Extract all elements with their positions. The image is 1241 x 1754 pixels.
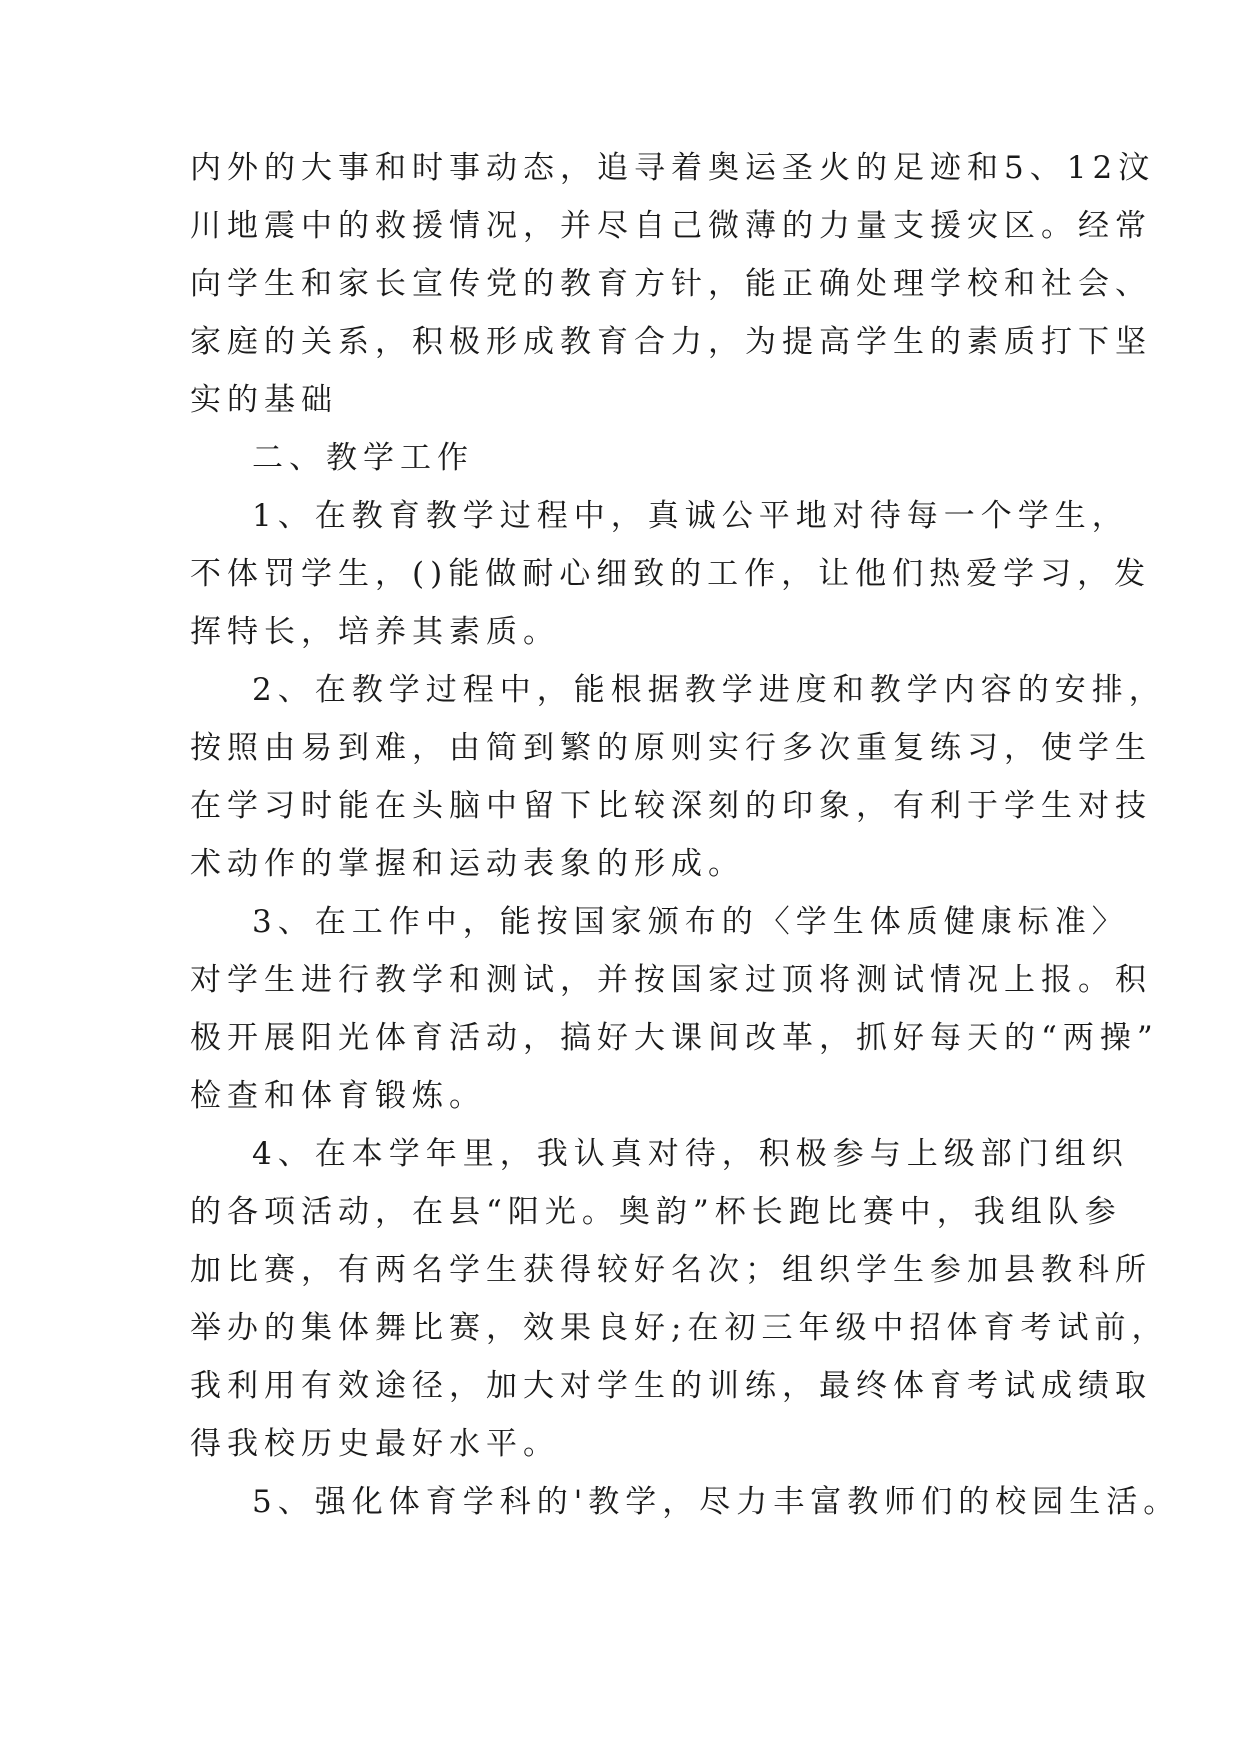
text-line: 不体罚学生，()能做耐心细致的工作，让他们热爱学习，发	[190, 556, 1152, 592]
text-line: 我利用有效途径，加大对学生的训练，最终体育考试成绩取	[190, 1368, 1152, 1404]
text-line: 加比赛，有两名学生获得较好名次；组织学生参加县教科所	[190, 1252, 1152, 1288]
text-line: 术动作的掌握和运动表象的形成。	[190, 846, 745, 882]
text-line: 实的基础	[190, 382, 338, 418]
text-line: 3、在工作中，能按国家颁布的〈学生体质健康标准〉	[252, 904, 1129, 940]
text-line: 极开展阳光体育活动，搞好大课间改革，抓好每天的“两操”	[190, 1020, 1159, 1056]
text-line: 举办的集体舞比赛，效果良好;在初三年级中招体育考试前，	[190, 1310, 1169, 1346]
text-line: 得我校历史最好水平。	[190, 1426, 560, 1462]
text-line: 内外的大事和时事动态，追寻着奥运圣火的足迹和5、12汶	[190, 150, 1156, 186]
text-line: 对学生进行教学和测试，并按国家过顶将测试情况上报。积	[190, 962, 1152, 998]
text-line: 4、在本学年里，我认真对待，积极参与上级部门组织	[252, 1136, 1129, 1172]
text-line: 按照由易到难，由简到繁的原则实行多次重复练习，使学生	[190, 730, 1152, 766]
text-line: 的各项活动，在县“阳光。奥韵”杯长跑比赛中，我组队参	[190, 1194, 1122, 1230]
text-line: 川地震中的救援情况，并尽自己微薄的力量支援灾区。经常	[190, 208, 1152, 244]
section-heading: 二、教学工作	[252, 440, 474, 476]
text-line: 向学生和家长宣传党的教育方针，能正确处理学校和社会、	[190, 266, 1152, 302]
text-line: 5、强化体育学科的'教学，尽力丰富教师们的校园生活。	[252, 1484, 1181, 1520]
text-line: 1、在教育教学过程中，真诚公平地对待每一个学生，	[252, 498, 1129, 534]
text-line: 挥特长，培养其素质。	[190, 614, 560, 650]
text-line: 检查和体育锻炼。	[190, 1078, 486, 1114]
text-line: 家庭的关系，积极形成教育合力，为提高学生的素质打下坚	[190, 324, 1152, 360]
text-line: 在学习时能在头脑中留下比较深刻的印象，有利于学生对技	[190, 788, 1152, 824]
text-line: 2、在教学过程中，能根据教学进度和教学内容的安排，	[252, 672, 1166, 708]
